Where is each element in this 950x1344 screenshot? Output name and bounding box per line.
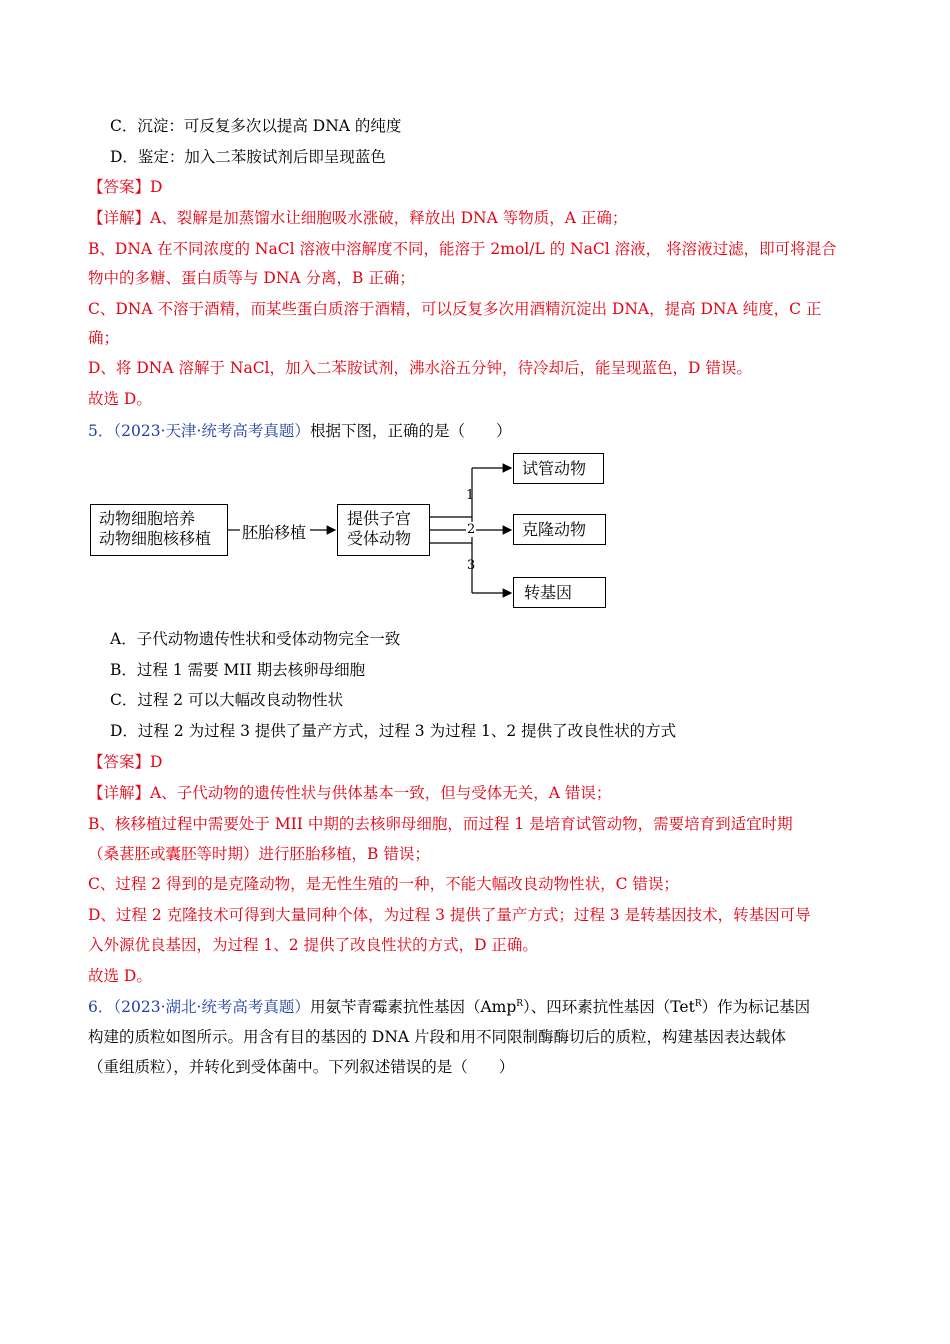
- branch-number: 1: [466, 488, 475, 503]
- q5-conclusion: 故选 D。: [88, 967, 152, 985]
- q6-stem-line: （重组质粒），并转化到受体菌中。下列叙述错误的是（ ）: [88, 1058, 515, 1076]
- box-culture-nuclear-transfer: [90, 504, 228, 556]
- q6-source: （2023·湖北·统考高考真题）: [113, 998, 310, 1016]
- box-transgenic: 转基因: [513, 577, 606, 608]
- box-test-tube-animal: 试管动物: [513, 453, 604, 484]
- branch-number: 2: [467, 522, 476, 537]
- q4-detail-line: B、DNA 在不同浓度的 NaCl 溶液中溶解度不同，能溶于 2mol/L 的 NaCl 溶液， 将溶液过滤，即可将混合: [88, 240, 837, 258]
- superscript: R: [694, 998, 702, 1009]
- q5-detail-line: （桑葚胚或囊胚等时期）进行胚胎移植，B 错误；: [88, 845, 430, 863]
- q6-number: 6．: [88, 998, 114, 1016]
- box-line: 动物细胞培养: [99, 509, 196, 528]
- q4-detail-line: 物中的多糖、蛋白质等与 DNA 分离，B 正确；: [88, 269, 415, 287]
- q5-detail-line: 入外源优良基因，为过程 1、2 提供了改良性状的方式，D 正确。: [88, 936, 538, 954]
- q5-question: 根据下图，正确的是（ ）: [309, 422, 512, 440]
- box-line: 动物细胞核移植: [99, 529, 212, 548]
- q6-stem-text: ）、四环素抗性基因（Tet: [523, 998, 695, 1016]
- q5-option-d: D．过程 2 为过程 3 提供了量产方式，过程 3 为过程 1、2 提供了改良性状的方式: [110, 722, 677, 740]
- q6-stem-text: 用氨苄青霉素抗性基因（Amp: [309, 998, 517, 1016]
- q4-option-c: C．沉淀：可反复多次以提高 DNA 的纯度: [110, 117, 402, 135]
- q5-source: （2023·天津·统考高考真题）: [113, 422, 310, 440]
- q5-flow-diagram: [88, 450, 618, 610]
- box-recipient-animal: [337, 504, 430, 556]
- superscript: R: [516, 998, 524, 1009]
- q5-detail-line: 【详解】A、子代动物的遗传性状与供体基本一致，但与受体无关，A 错误；: [88, 784, 612, 802]
- q5-detail-line: B、核移植过程中需要处于 MII 中期的去核卵母细胞，而过程 1 是培育试管动物，需要培育到适宜时期: [88, 815, 793, 833]
- box-line: 受体动物: [347, 529, 412, 548]
- q5-option-b: B．过程 1 需要 MII 期去核卵母细胞: [110, 661, 366, 679]
- q5-number: 5．: [88, 422, 114, 440]
- q5-option-c: C．过程 2 可以大幅改良动物性状: [110, 691, 344, 709]
- q5-detail-line: C、过程 2 得到的是克隆动物，是无性生殖的一种，不能大幅改良动物性状，C 错误；: [88, 875, 679, 893]
- q4-detail-line: 【详解】A、裂解是加蒸馏水让细胞吸水涨破，释放出 DNA 等物质，A 正确；: [88, 209, 628, 227]
- q5-option-a: A．子代动物遗传性状和受体动物完全一致: [110, 630, 401, 648]
- q5-answer: 【答案】D: [88, 753, 163, 771]
- q4-detail-line: D、将 DNA 溶解于 NaCl，加入二苯胺试剂，沸水浴五分钟，待冷却后，能呈现蓝色，D 错误。: [88, 359, 752, 377]
- q4-conclusion: 故选 D。: [88, 390, 152, 408]
- box-clone-animal: 克隆动物: [513, 514, 606, 545]
- q6-stem-line: [88, 997, 810, 1017]
- branch-number: 3: [467, 558, 476, 573]
- q4-answer: 【答案】D: [88, 178, 163, 196]
- label-embryo-transfer: 胚胎移植: [242, 523, 307, 542]
- q4-option-d: D．鉴定：加入二苯胺试剂后即呈现蓝色: [110, 148, 386, 166]
- box-line: 提供子宫: [347, 509, 412, 528]
- q5-detail-line: D、过程 2 克隆技术可得到大量同种个体，为过程 3 提供了量产方式；过程 3 是转基因技术，转基因可导: [88, 906, 811, 924]
- q6-stem-text: ）作为标记基因: [701, 998, 811, 1016]
- q4-detail-line: 确；: [88, 329, 120, 347]
- q4-detail-line: C、DNA 不溶于酒精，而某些蛋白质溶于酒精，可以反复多次用酒精沉淀出 DNA，提高 DNA 纯度，C 正: [88, 300, 822, 318]
- q5-stem: [88, 421, 511, 441]
- q6-stem-line: 构建的质粒如图所示。用含有目的基因的 DNA 片段和用不同限制酶酶切后的质粒，构建基因表达载体: [88, 1028, 787, 1046]
